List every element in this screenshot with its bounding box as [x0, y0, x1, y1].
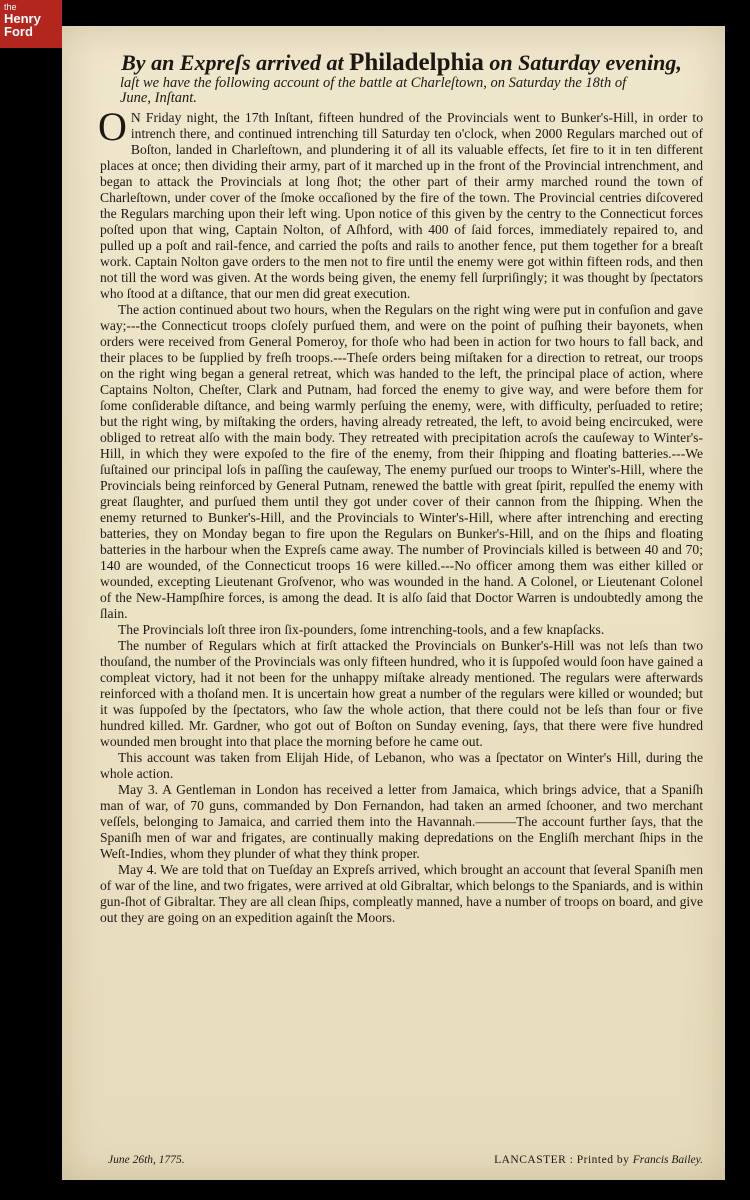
headline — [100, 49, 703, 76]
article-body — [98, 104, 703, 926]
henry-ford-logo — [0, 0, 62, 48]
paragraph-1 — [98, 104, 703, 302]
paragraph-6: May 3. A Gentleman in London has received a letter from Jamaica, which brings advice, that a Spaniſh man of war, of 70 guns, commanded by Don Fernandon, had taken an armed ſchooner, and two merchant veſſels, belonging to Jamaica, and carried them into the Havannah.———The account further ſays, that the Spaniſh men of war and frigates, are continually making depredations on the Engliſh merchant ſhips in the Weſt-Indies, whom they plunder of what they think proper. — [100, 782, 703, 861]
headline-pre: By an Expreſs arrived at — [121, 50, 344, 75]
paragraph-3: The Provincials loſt three iron ſix-pounders, ſome intrenching-tools, and a few knapſacks. — [118, 622, 605, 637]
footer-printer — [494, 1154, 703, 1166]
paragraph-1-text: N Friday night, the 17th Inſtant, fifteen hundred of the Provincials went to Bunker's-Hill, in order to intrench there, and continued intrenching till Saturday ten o'clock, when 2000 Regulars marched out of Boſton, landed in Charleſtown, and plundering it of all its valuable effects, ſet fire to it in ten different places at once; then dividing their army, part of it marched up in the front of the Provincial intrenchment, and began to attack the Provincials at long ſhot; the other part of their army marched round the town of Charleſtown, under cover of the ſmoke occaſioned by the fire of the town. The Provincial centries diſcovered the Regulars marching upon their left wing. Upon notice of this given by the centry to the Connecticut forces poſted upon that wing, Captain Nolton, of Aſhford, with 400 of ſaid forces, immediately repaired to, and pulled up a poſt and rail-fence, and carried the poſts and rails to another fence, put them together for a breaſt work. Captain Nolton gave orders to the men not to fire until the enemy were got within fifteen rods, and then not till the word was given. At the words being given, the enemy fell ſurpriſingly; it was thought by ſpectators who ſtood at a diſtance, that our men did great execution. — [100, 110, 703, 301]
paragraph-7: May 4. We are told that on Tueſday an Expreſs arrived, which brought an account that ſeveral Spaniſh men of war of the line, and two frigates, were arrived at old Gibraltar, which belongs to the Spaniards, and is within gun-ſhot of Gibraltar. They are all clean ſhips, compleatly manned, have a number of troops on board, and give out they are going on an expedition againſt the Moors. — [100, 862, 703, 925]
broadside-sheet — [62, 26, 725, 1180]
subhead-line1: laſt we have the following account of the battle at Charleſtown, on Saturday the 18th of — [120, 75, 627, 91]
headline-post: on Saturday evening, — [489, 50, 682, 75]
footer-printer-name: Francis Bailey. — [632, 1154, 703, 1166]
paragraph-5: This account was taken from Elijah Hide, of Lebanon, who was a ſpectator on Winter's Hill, during the whole action. — [100, 750, 703, 781]
imprint-footer — [100, 1154, 703, 1166]
drop-cap: O — [98, 104, 127, 149]
footer-printer-pre: LANCASTER : Printed by — [494, 1154, 630, 1166]
paragraph-2: The action continued about two hours, when the Regulars on the right wing were put in confuſion and gave way;---the Connecticut troops cloſely purſued them, and were on the point of puſhing their bayonets, when orders were received from General Pomeroy, for thoſe who had been in action for two hours to fall back, and their places to be ſupplied by freſh troops.---Theſe orders being miſtaken for a direction to retreat, our troops on the right wing began a general retreat, which was handed to the left, the principal place of action, where Captains Nolton, Cheſter, Clark and Putnam, had forced the enemy to give way, and were before them for ſome conſiderable diſtance, and being warmly perſuing the enemy, were, with difficulty, perſuaded to retire; but the right wing, by miſtaking the orders, having already retreated, the left, to avoid being encircuked, were obliged to retreat alſo with the main body. They retreated with precipitation acroſs the cauſeway to Winter's-Hill, in which they were expoſed to the fire of the enemy, from their ſhipping and floating batteries.---We ſuſtained our principal loſs in paſſing the cauſeway, The enemy purſued our troops to Winter's-Hill, where the Provincials being reinforced by General Putnam, renewed the battle with great ſpirit, repulſed the enemy with great ſlaughter, and purſued them until they got under cover of their cannon from the ſhipping. When the enemy returned to Bunker's-Hill, and the Provincials to Winter's-Hill, where after intrenching and erecting batteries, they on Monday began to fire upon the Regulars on Bunker's-Hill, and on the ſhips and floating batteries in the harbour when the Expreſs came away. The number of Provincials killed is between 40 and 70; 140 are wounded, of the Connecticut troops 16 were killed.---No officer among them was either killed or wounded, excepting Lieutenant Groſvenor, who was wounded in the hand. A Colonel, or Lieutenant Colonel of the New-Hampſhire forces, is among the dead. It is alſo ſaid that Doctor Warren is undoubtedly among the ſlain. — [100, 302, 703, 621]
logo-the: the — [4, 2, 17, 12]
paragraph-4: The number of Regulars which at firſt attacked the Provincials on Bunker's-Hill was not leſs than two thouſand, the number of the Provincials was only fifteen hundred, who it is ſuppoſed would ſoon have gained a compleat victory, had it not been for the unhappy miſtake already mentioned. The regulars were afterwards reinforced with a thoſand men. It is uncertain how great a number of the regulars were killed or wounded; but it was ſuppoſed by the ſpectators, who ſaw the whole action, that there could not be leſs than four or five hundred killed. Mr. Gardner, who got out of Boſton on Sunday evening, ſays, that there were five hundred wounded men brought into that place the morning before he came out. — [100, 638, 703, 749]
subhead-line2: June, Inſtant. — [120, 90, 197, 106]
footer-date: June 26th, 1775. — [108, 1154, 185, 1166]
logo-name-line1: Henry — [4, 11, 41, 26]
logo-name-line2: Ford — [4, 24, 33, 39]
headline-city: Philadelphia — [349, 49, 484, 76]
